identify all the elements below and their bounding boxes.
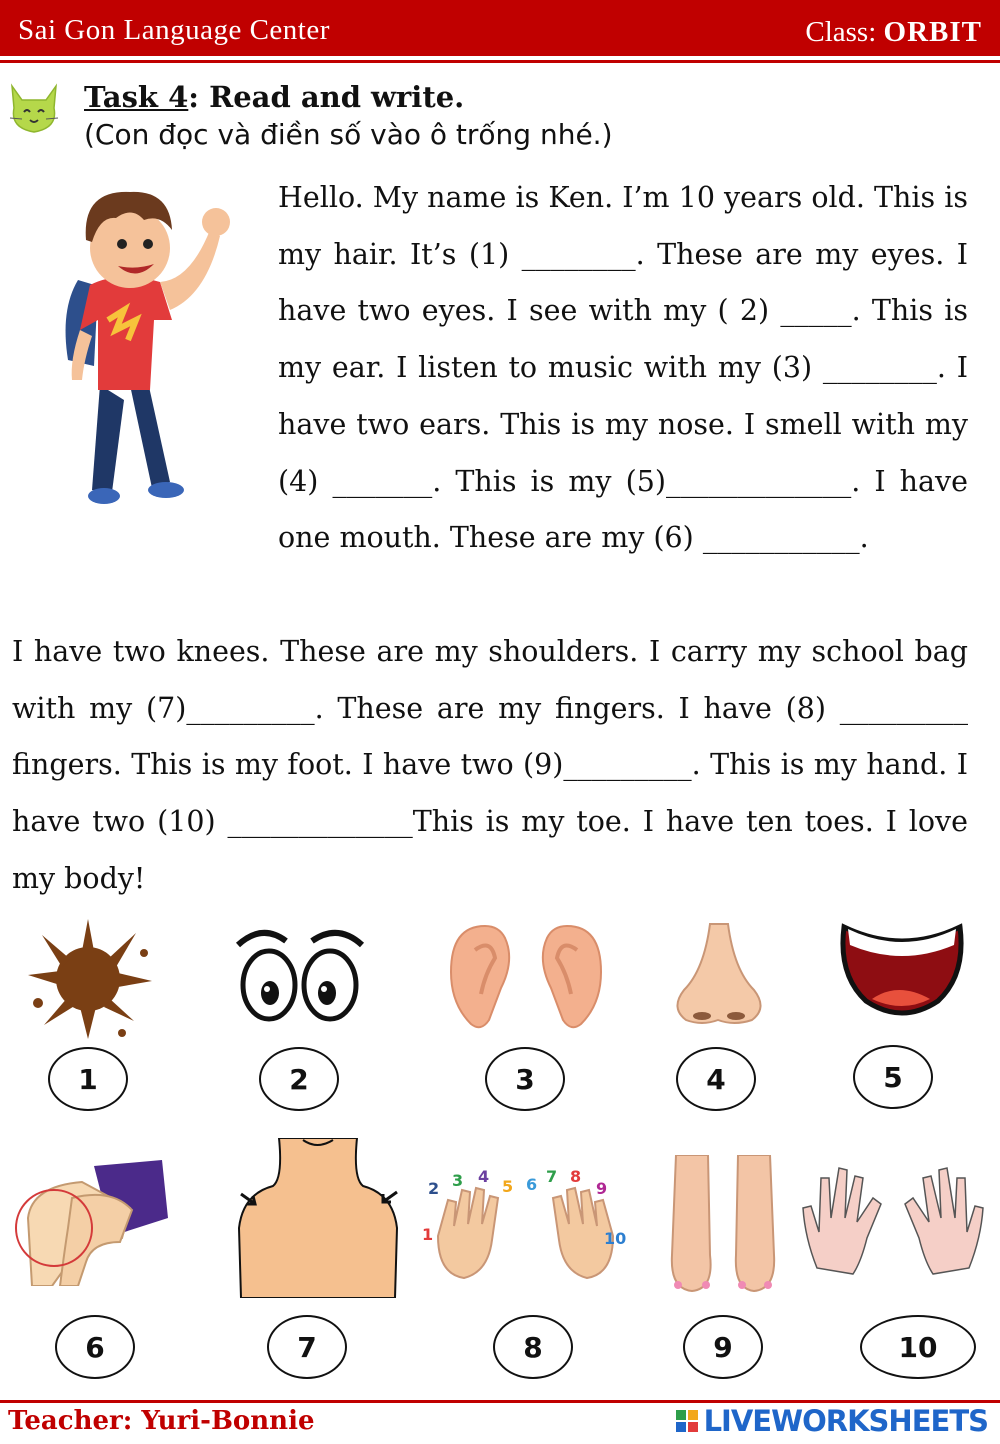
- feet-icon: [664, 1155, 784, 1295]
- finger-number-2: 2: [428, 1179, 440, 1198]
- task-heading: : Read and write.: [188, 80, 465, 114]
- cat-icon: [6, 78, 62, 138]
- number-oval-6[interactable]: 6: [55, 1315, 135, 1379]
- number-oval-3[interactable]: 3: [485, 1047, 565, 1111]
- class-label-text: Class:: [805, 16, 877, 48]
- task-title: [84, 80, 464, 114]
- finger-number-6: 6: [526, 1175, 538, 1194]
- passage-text-2: I have two knees. These are my shoulders. I carry my school bag with my (7)_________. These are my fingers. I have (8) _________ fingers. This is my foot. I have two (9)_________. This is my hand. I have two (10) _____________This is my toe. I have ten toes. I love my body!: [12, 635, 968, 895]
- finger-number-3: 3: [452, 1171, 464, 1190]
- task-number: Task 4: [84, 80, 189, 114]
- passage-part-1: [278, 170, 968, 567]
- class-name: ORBIT: [883, 16, 982, 48]
- counting-fingers-icon: [418, 1160, 633, 1288]
- footer-divider: [0, 1400, 1000, 1403]
- center-name: Sai Gon Language Center: [18, 14, 330, 46]
- number-oval-2[interactable]: 2: [259, 1047, 339, 1111]
- boy-illustration: [20, 170, 250, 520]
- liveworksheets-logo: [676, 1404, 988, 1438]
- finger-number-5: 5: [502, 1177, 514, 1196]
- ears-icon: [445, 920, 607, 1035]
- nose-icon: [668, 920, 770, 1028]
- teacher-name: Teacher: Yuri-Bonnie: [8, 1406, 315, 1436]
- finger-number-1: 1: [422, 1225, 434, 1244]
- number-oval-7[interactable]: 7: [267, 1315, 347, 1379]
- header-bar: [0, 0, 1000, 56]
- finger-number-4: 4: [478, 1167, 490, 1186]
- eyes-icon: [232, 925, 367, 1025]
- number-oval-5[interactable]: 5: [853, 1045, 933, 1109]
- knees-icon: [12, 1158, 172, 1286]
- brand-text: LIVEWORKSHEETS: [703, 1404, 988, 1438]
- shoulders-icon: [233, 1138, 403, 1298]
- passage-text-1: Hello. My name is Ken. I’m 10 years old. This is my hair. It’s (1) ________. These are my eyes. I have two eyes. I see with my ( 2) _____. This is my ear. I listen to music with my (3) ________. I have two ears. This is my nose. I smell with my (4) _______. This is my (5)_____________. I have one mouth. These are my (6) ___________.: [278, 181, 968, 555]
- number-oval-4[interactable]: 4: [676, 1047, 756, 1111]
- finger-number-9: 9: [596, 1179, 608, 1198]
- logo-squares-icon: [676, 1410, 698, 1432]
- finger-number-7: 7: [546, 1167, 558, 1186]
- hair-splash-icon: [24, 915, 156, 1041]
- hands-icon: [797, 1158, 989, 1278]
- number-oval-1[interactable]: 1: [48, 1047, 128, 1111]
- header-divider: [0, 60, 1000, 63]
- class-label: [805, 16, 982, 49]
- number-oval-9[interactable]: 9: [683, 1315, 763, 1379]
- task-instruction: (Con đọc và điền số vào ô trống nhé.): [84, 118, 613, 151]
- number-oval-10[interactable]: 10: [860, 1315, 976, 1379]
- finger-number-8: 8: [570, 1167, 582, 1186]
- passage-part-2: [12, 624, 968, 908]
- mouth-icon: [838, 915, 966, 1021]
- finger-number-10: 10: [604, 1229, 627, 1248]
- number-oval-8[interactable]: 8: [493, 1315, 573, 1379]
